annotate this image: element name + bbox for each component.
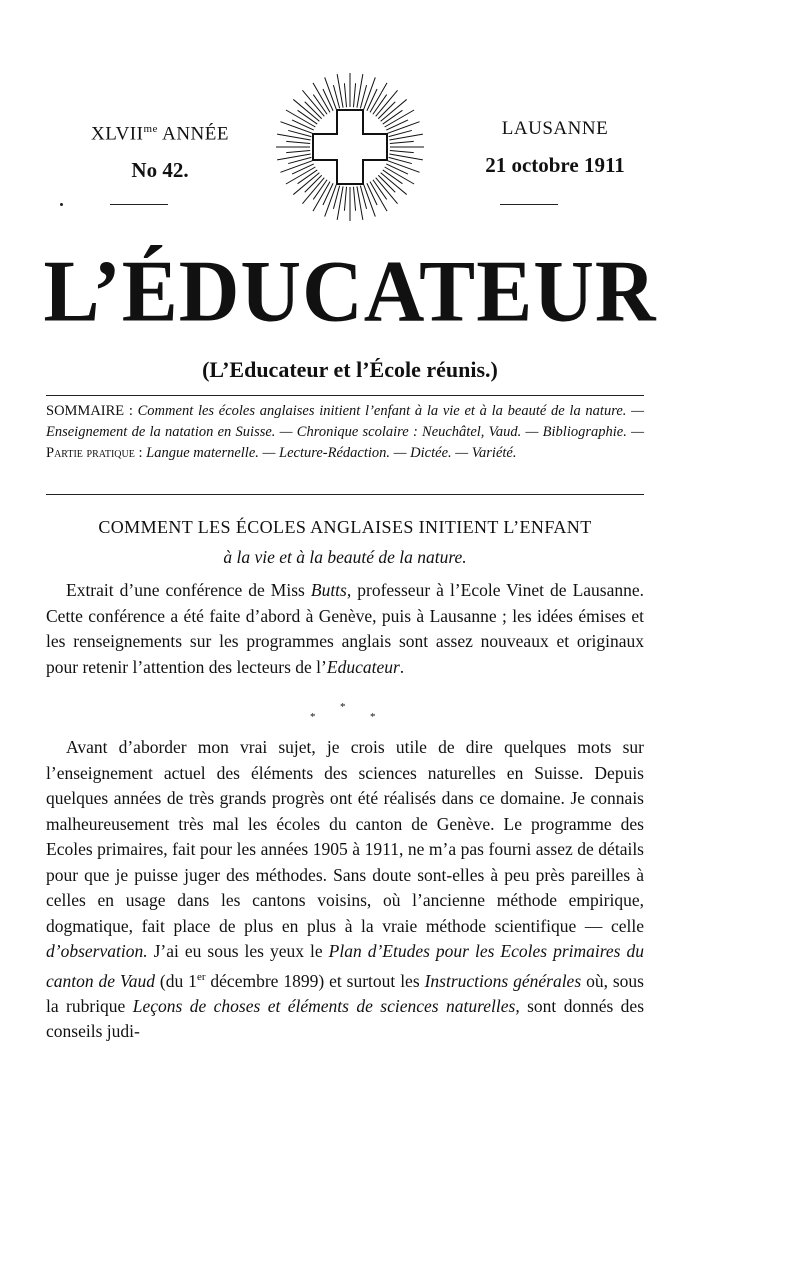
article-body — [46, 735, 644, 1045]
star-right: * — [370, 711, 376, 723]
place-date-info — [455, 116, 655, 182]
body-text-3: (du 1 — [155, 970, 197, 991]
header-rule-left — [110, 204, 168, 205]
body-text-4: où, sous la rubrique — [46, 970, 644, 1016]
dot-mark — [60, 203, 63, 206]
partie-pratique-label: Partie pratique : — [46, 445, 143, 461]
body-italic-3: Instructions générales — [424, 970, 582, 991]
sunburst-ray — [344, 83, 346, 107]
table-of-contents — [46, 401, 644, 464]
city: LAUSANNE — [501, 118, 609, 139]
body-text-1: Avant d’aborder mon vrai sujet, je crois utile de dire quelques mots sur l’enseignement actuel des éléments des sciences naturelles en Suisse. Depuis quelques années de très grands progrès ont été réalisés dans ce domaine. Je connais malheureusement très mal les écoles du canton de Genève. Le programme des Ecoles primaires, fait pour les années 1905 à 1911, ne m’a pas fourni assez de détails pour que je puisse juger des méthodes. Sans doute sont-elles à peu près pareilles à celles en usage dans les cantons voisins, où l’ancienne méthode empirique, dogmatique, fait place de plus en plus à la vraie méthode scientifique — celle — [46, 737, 644, 936]
sunburst-ray — [323, 183, 333, 205]
sunburst-ray — [390, 141, 414, 143]
sunburst-ray — [292, 120, 314, 130]
sunburst-ray — [323, 89, 333, 111]
sunburst-ray — [367, 89, 377, 111]
issue-date: 21 octobre 1911 — [485, 153, 625, 177]
year-word: ANNÉE — [162, 123, 229, 145]
sommaire-items-1: Comment les écoles anglaises initient l’enfant à la vie et à la beauté de la nature. — Enseignement de la natation en Suisse. — Chronique scolaire : Neuchâtel, Vaud. — Bibliographie. — — [46, 403, 644, 440]
star-top: * — [340, 701, 346, 713]
article-intro — [46, 578, 644, 680]
sunburst-ray — [292, 164, 314, 174]
star-left: * — [310, 711, 316, 723]
body-italic-4: Leçons de choses et éléments de sciences naturelles, — [132, 995, 520, 1016]
body-sup: er — [196, 970, 206, 983]
header-rule-right — [500, 204, 558, 205]
sunburst-ray — [286, 150, 310, 152]
section-separator — [300, 700, 390, 730]
sunburst-ray — [386, 120, 408, 130]
masthead-subtitle: (L’Educateur et l’École réunis.) — [202, 357, 498, 382]
article-title: COMMENT LES ÉCOLES ANGLAISES INITIENT L’ENFANT — [98, 517, 592, 537]
body-text-5: sont donnés des conseils judi- — [46, 995, 645, 1042]
swiss-cross-sunburst-icon — [275, 72, 425, 222]
body-italic-2: Plan d’Etudes pour les Ecoles primaires du canton de Vaud — [46, 941, 644, 991]
body-text-3b: décembre 1899) et surtout les — [205, 970, 425, 991]
sunburst-ray — [286, 141, 310, 143]
year-line — [60, 116, 260, 147]
rule-bottom — [46, 494, 644, 495]
sunburst-ray — [353, 187, 355, 211]
volume-info — [60, 116, 260, 187]
sunburst-ray — [353, 83, 355, 107]
article-subtitle: à la vie et à la beauté de la nature. — [223, 547, 467, 567]
issue-number: No 42. — [131, 158, 189, 183]
sunburst-ray — [390, 150, 414, 152]
author-name: Butts, — [310, 580, 352, 600]
sommaire-items-2: Langue maternelle. — Lecture-Rédaction. — Dictée. — Variété. — [146, 445, 517, 461]
body-text-2: J’ai eu sous les yeux le — [147, 941, 329, 961]
sunburst-ray — [344, 187, 346, 211]
intro-text-2: professeur à l’Ecole Vinet de Lausanne. Cette conférence a été faite d’abord à Genève, puis à Lausanne ; les idées émises et les renseignements sur les programmes anglais sont assez nouveaux et originaux pour retenir l’attention des lecteurs de l’ — [46, 580, 644, 677]
year-suffix: me — [143, 123, 158, 135]
sommaire-label: SOMMAIRE : — [46, 403, 133, 419]
intro-text-1: Extrait d’une conférence de Miss — [66, 580, 311, 600]
rule-top — [46, 395, 644, 396]
sunburst-ray — [367, 183, 377, 205]
sunburst-ray — [386, 164, 408, 174]
masthead-title: L’ÉDUCATEUR — [43, 242, 657, 341]
year-roman: XLVII — [90, 123, 144, 145]
journal-name: Educateur — [326, 656, 400, 677]
intro-text-3: . — [399, 656, 405, 677]
body-italic-1: d’observation. — [46, 941, 148, 961]
